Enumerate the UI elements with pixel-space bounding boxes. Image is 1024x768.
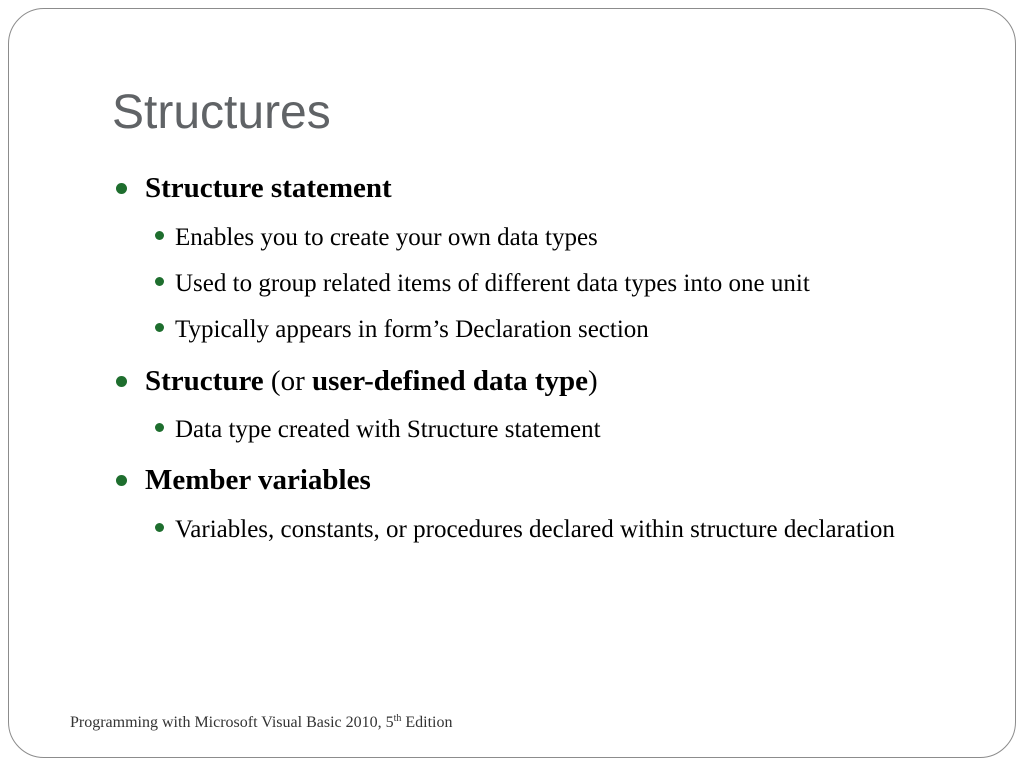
sub-bullet-dot-icon bbox=[155, 323, 164, 332]
bullet-structure-statement bbox=[145, 171, 392, 205]
sub-bullet-text: Used to group related items of different data types into one unit bbox=[175, 270, 810, 297]
sub-bullet bbox=[175, 264, 975, 304]
slide-title: Structures bbox=[112, 86, 331, 139]
sub-bullet bbox=[175, 510, 935, 550]
bullet-term-udt: user-defined data type bbox=[312, 365, 589, 397]
bullet-term-structure: Structure bbox=[145, 365, 264, 397]
sub-bullet-dot-icon bbox=[155, 423, 164, 432]
bullet-dot-icon bbox=[116, 376, 127, 387]
bullet-text-or: (or bbox=[263, 365, 312, 397]
footer-superscript: th bbox=[393, 713, 402, 724]
bullet-text-close: ) bbox=[588, 365, 598, 397]
slide-footer bbox=[70, 714, 453, 732]
sub-bullet-dot-icon bbox=[155, 277, 164, 286]
sub-bullet-text: Variables, constants, or procedures declared within structure declaration bbox=[175, 516, 895, 543]
sub-bullet-text: Enables you to create your own data types bbox=[175, 224, 598, 251]
bullet-text: Structure statement bbox=[145, 172, 392, 204]
sub-bullet-dot-icon bbox=[155, 231, 164, 240]
bullet-structure bbox=[145, 364, 598, 398]
bullet-dot-icon bbox=[116, 183, 127, 194]
bullet-dot-icon bbox=[116, 475, 127, 486]
sub-bullet bbox=[175, 410, 975, 450]
sub-bullet bbox=[175, 218, 975, 258]
footer-suffix: Edition bbox=[401, 714, 453, 731]
sub-bullet bbox=[175, 310, 975, 350]
sub-bullet-text: Data type created with Structure statement bbox=[175, 416, 601, 443]
sub-bullet-text: Typically appears in form’s Declaration section bbox=[175, 316, 649, 343]
sub-bullet-dot-icon bbox=[155, 523, 164, 532]
bullet-member-variables bbox=[145, 463, 371, 497]
bullet-text: Member variables bbox=[145, 464, 371, 496]
footer-text: Programming with Microsoft Visual Basic 2010, 5 bbox=[70, 714, 394, 731]
